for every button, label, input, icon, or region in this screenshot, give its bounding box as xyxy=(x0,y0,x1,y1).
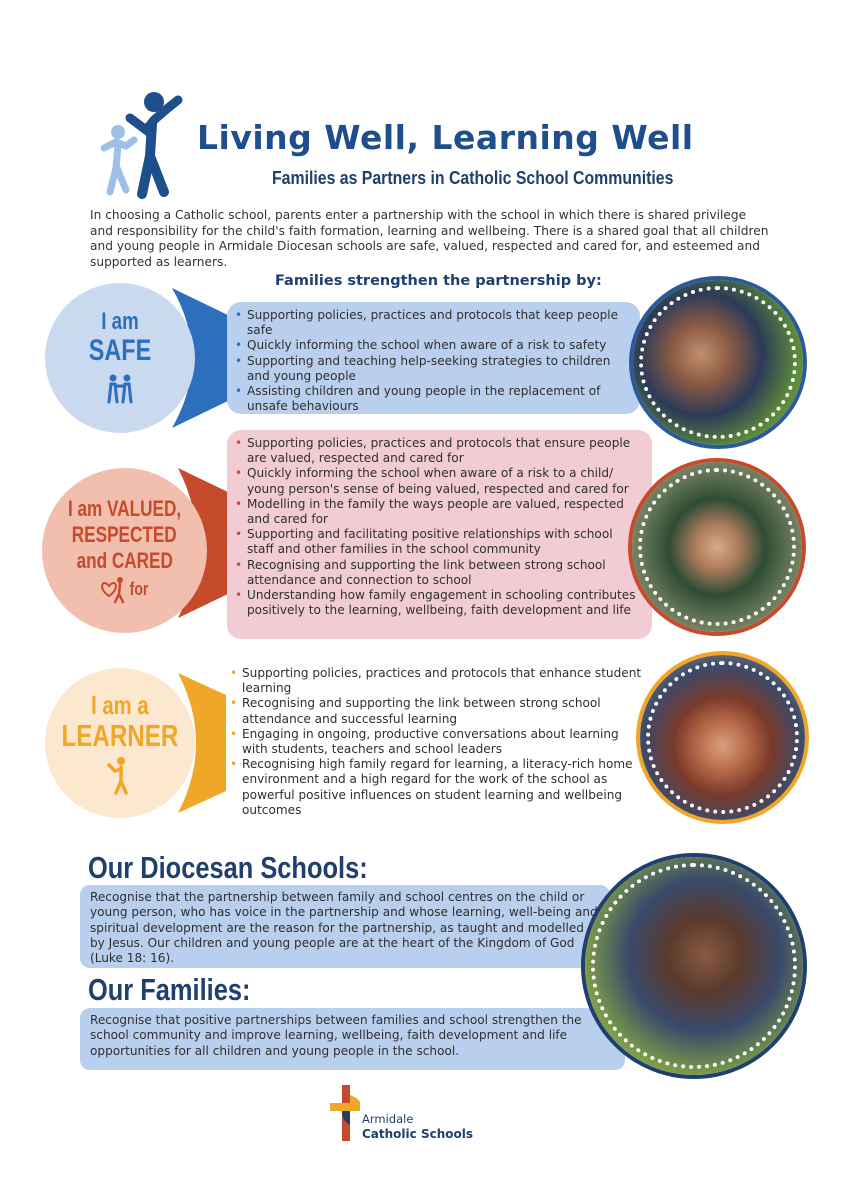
families-heading: Our Families: xyxy=(88,972,251,1007)
list-item: • Supporting and facilitating positive relationships with school staff and other families in the school community xyxy=(235,527,613,557)
safe-photo xyxy=(633,280,803,445)
page-subtitle: Families as Partners in Catholic School Communities xyxy=(272,168,674,188)
list-item: • Recognising and supporting the link between strong school attendance and connection to school xyxy=(235,557,606,587)
photo-dotted-border xyxy=(646,661,799,814)
family-photo xyxy=(585,857,803,1075)
photo-dotted-border xyxy=(638,468,796,626)
list-item: • Supporting policies, practices and protocols that keep people safe xyxy=(235,308,619,338)
list-item: • Modelling in the family the ways people are valued, respected and cared for xyxy=(235,496,624,527)
valued-circle xyxy=(42,468,207,633)
valued-circle-line2: RESPECTED xyxy=(72,521,177,547)
safe-bullets-box xyxy=(227,302,640,414)
learner-circle-line1: I am a xyxy=(91,689,149,720)
list-item: • Supporting policies, practices and protocols that ensure people are valued, respected and cared for xyxy=(235,436,631,466)
bullet-icon: • xyxy=(235,338,243,353)
bullet-icon: • xyxy=(235,527,243,542)
valued-circle-line4: for xyxy=(129,578,148,599)
bullet-icon: • xyxy=(230,757,238,772)
list-item: • Supporting and teaching help-seeking strategies to children and young people xyxy=(235,353,611,383)
photo-dotted-border xyxy=(591,863,797,1069)
list-item: • Quickly informing the school when aware of a risk to safety xyxy=(235,338,607,353)
page-title: Living Well, Learning Well xyxy=(197,118,694,157)
partnership-heading: Families strengthen the partnership by: xyxy=(275,273,602,289)
families-text-box: Recognise that positive partnerships between families and school strengthen the school community and improve learning, wellbeing, faith development and life opportunities for all children and young people in the school. xyxy=(80,1008,625,1070)
safe-circle-line1: I am xyxy=(101,308,139,335)
list-item: • Understanding how family engagement in schooling contributes positively to the learning, wellbeing, faith development and life xyxy=(235,588,636,618)
learner-circle xyxy=(45,668,195,818)
bullet-icon: • xyxy=(230,726,238,741)
photo-dotted-border xyxy=(639,286,797,439)
bullet-icon: • xyxy=(230,666,238,680)
intro-paragraph: In choosing a Catholic school, parents enter a partnership with the school in which there is shared privilege and responsibility for the child's faith formation, learning and wellbeing. There is a shared goal that all children and young people in Armidale Diocesan schools are safe, valued, respected and cared for, and esteemed and supported as learners. xyxy=(90,208,769,269)
logo-line1: Armidale xyxy=(362,1112,414,1126)
logo-line2: Catholic Schools xyxy=(362,1127,473,1141)
safe-circle-line2: SAFE xyxy=(88,334,152,367)
safe-circle xyxy=(45,283,195,433)
valued-bullets-box xyxy=(227,430,652,639)
bullet-icon: • xyxy=(235,557,243,572)
valued-circle-line1: I am VALUED, xyxy=(67,495,182,521)
list-item: • Recognising and supporting the link between strong school attendance and successful learning xyxy=(230,696,601,726)
learner-bullets-box xyxy=(222,660,652,820)
list-item: • Engaging in ongoing, productive conversations about learning with students, teachers and school leaders xyxy=(230,726,619,757)
bullet-icon: • xyxy=(235,588,243,603)
learner-person-icon xyxy=(105,755,135,795)
learner-circle-line2: LEARNER xyxy=(61,717,179,753)
bullet-icon: • xyxy=(235,384,243,399)
bullet-icon: • xyxy=(235,308,243,322)
diocesan-heading: Our Diocesan Schools: xyxy=(88,850,368,885)
armidale-cross-logo-icon xyxy=(330,1085,360,1141)
list-item: • Quickly informing the school when aware of a risk to a child/ young person's sense of being valued, respected and cared for xyxy=(235,466,629,496)
list-item: • Assisting children and young people in the replacement of unsafe behaviours xyxy=(235,384,601,414)
learner-photo xyxy=(640,655,805,820)
list-item: • Supporting policies, practices and protocols that enhance student learning xyxy=(230,666,642,696)
list-item: • Recognising high family regard for learning, a literacy-rich home environment and a high regard for the work of the school as powerful positive influences on student learning and wellbeing outcomes xyxy=(230,757,633,817)
family-figures-logo-icon xyxy=(96,90,196,200)
two-people-icon xyxy=(103,372,137,406)
bullet-icon: • xyxy=(235,353,243,368)
heart-person-icon xyxy=(99,574,127,604)
bullet-icon: • xyxy=(235,436,243,450)
bullet-icon: • xyxy=(235,466,243,481)
valued-photo xyxy=(632,462,802,632)
bullet-icon: • xyxy=(235,496,243,511)
bullet-icon: • xyxy=(230,696,238,711)
diocesan-text-box: Recognise that the partnership between family and school centres on the child or young person, who has voice in the partnership and whose learning, well-being and spiritual development are the reason for the partnership, as taught and modelled by Jesus. Our children and young people are at the heart of the Kingdom of God (Luke 18: 16). xyxy=(80,885,610,968)
valued-circle-line3: and CARED xyxy=(76,547,173,573)
